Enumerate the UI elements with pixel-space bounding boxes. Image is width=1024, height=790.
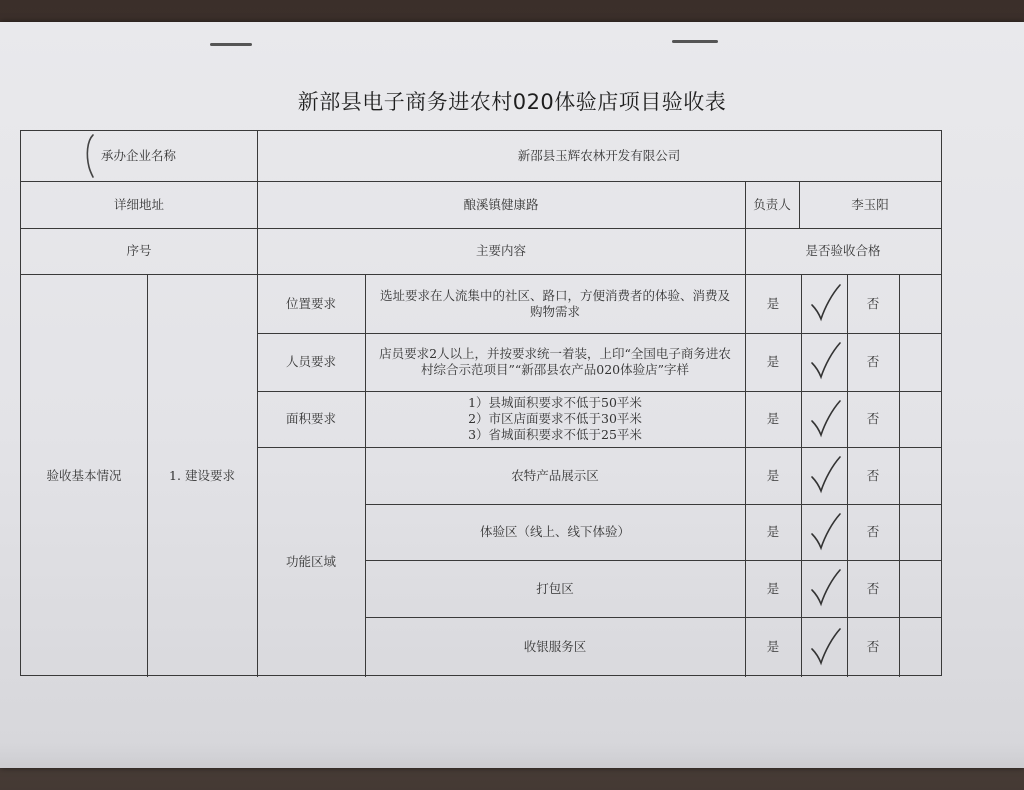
category-area: 面积要求 [285,411,336,426]
category-staff: 人员要求 [285,354,336,369]
no-label: 否 [866,580,880,596]
handwritten-stroke [81,131,103,179]
content-cashier-area: 收银服务区 [523,639,587,654]
no-label: 否 [866,467,880,483]
yes-label: 是 [766,580,780,596]
checkmark-icon [809,397,843,441]
no-label: 否 [866,295,880,311]
pass-label: 是否验收合格 [805,243,881,258]
checkmark-icon [809,281,843,325]
no-label: 否 [866,639,880,654]
content-location: 选址要求在人流集中的社区、路口，方便消费者的体验、消费及购物需求 [379,287,730,319]
yes-label: 是 [766,411,780,426]
owner-label: 负责人 [753,196,791,212]
content-experience-area: 体验区（线上、线下体验） [479,524,630,539]
content-label: 主要内容 [475,243,526,258]
company-name-value: 新邵县玉辉农林开发有限公司 [517,148,681,163]
yes-label: 是 [766,639,780,654]
address-label: 详细地址 [113,196,164,212]
build-requirement-label: 1. 建设要求 [169,467,235,483]
top-pen-mark-left [210,43,252,46]
basic-info-label: 验收基本情况 [46,467,122,483]
no-label: 否 [866,411,880,426]
yes-label: 是 [766,354,780,369]
content-packing-area: 打包区 [536,580,574,596]
content-area-line: 3）省城面积要求不低于25平米 [468,427,642,442]
category-location: 位置要求 [285,295,336,311]
content-area-line: 2）市区店面要求不低于30平米 [468,411,642,426]
checkmark-icon [809,566,843,610]
company-name-label: 承办企业名称 [101,148,177,163]
checkmark-icon [809,339,843,383]
yes-label: 是 [766,524,780,539]
acceptance-table [20,130,942,676]
checkmark-icon [809,453,843,497]
owner-value: 李玉阳 [851,196,889,212]
function-area-label: 功能区域 [285,554,336,569]
checkmark-icon [809,625,843,669]
yes-label: 是 [766,467,780,483]
content-staff: 店员要求2人以上，并按要求统一着装，上印“全国电子商务进农村综合示范项目”“新邵县农产品020体验店”字样 [379,346,731,377]
yes-label: 是 [766,295,780,311]
content-area [365,391,745,447]
content-product-display: 农特产品展示区 [511,467,599,483]
address-value: 酿溪镇健康路 [463,196,539,212]
document-title: 新部县电子商务进农村020体验店项目验收表 [297,90,727,114]
checkmark-icon [809,510,843,554]
no-label: 否 [866,354,880,369]
page-bottom-shade [0,742,1024,790]
seq-label: 序号 [126,243,152,258]
content-area-line: 1）县城面积要求不低于50平米 [468,395,642,410]
document-page [0,22,1024,768]
no-label: 否 [866,524,880,539]
top-pen-mark-right [672,40,718,43]
